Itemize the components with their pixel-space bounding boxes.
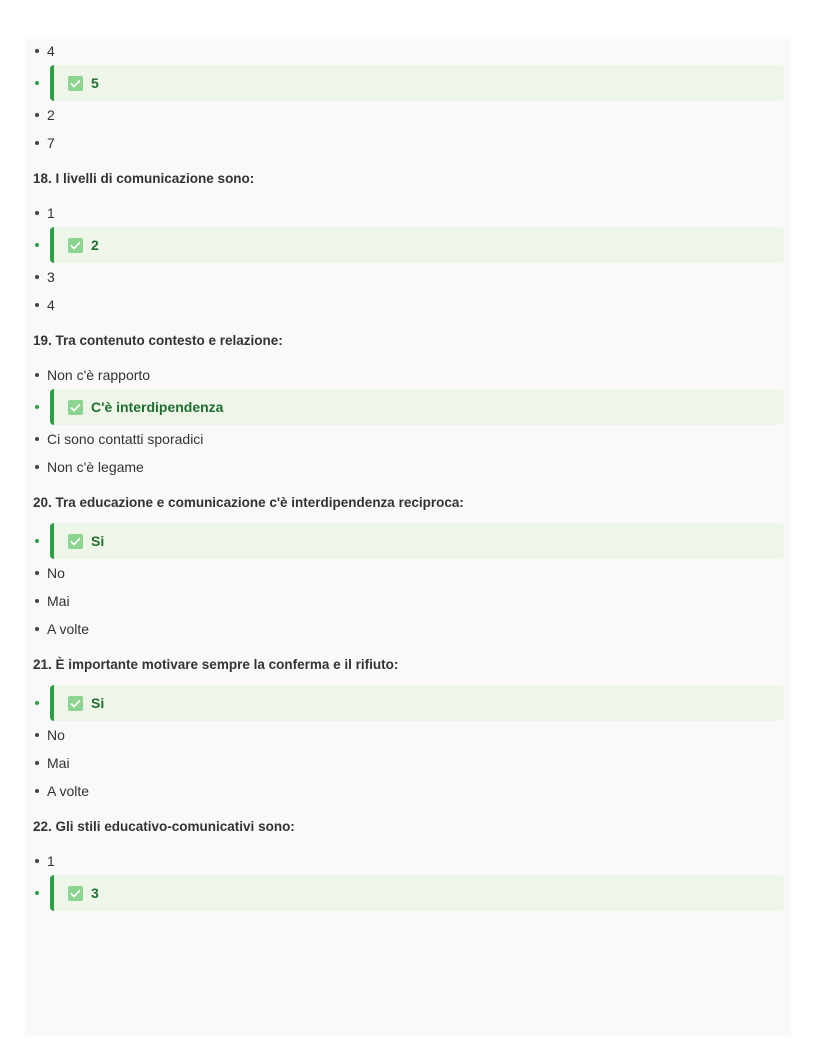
correct-answer-label: 5 (91, 75, 99, 91)
quiz-page (25, 37, 791, 1036)
bullet-icon (35, 701, 39, 705)
answer-item (33, 453, 784, 481)
correct-answer-item (33, 875, 784, 911)
bullet-icon (35, 373, 39, 377)
answer-item (33, 37, 784, 65)
question-title: 21. È importante motivare sempre la conferma e il rifiuto: (33, 657, 399, 672)
answer-list (33, 523, 784, 643)
answer-item (33, 615, 784, 643)
checkbox-check-icon (68, 76, 83, 91)
answer-label: 1 (47, 853, 55, 869)
answer-list (33, 199, 784, 319)
answer-item (33, 199, 784, 227)
answer-label: Non c'è rapporto (47, 367, 151, 383)
correct-answer-item (33, 389, 784, 425)
answer-item (33, 361, 784, 389)
bullet-icon (35, 859, 39, 863)
checkbox-check-icon (68, 534, 83, 549)
answer-label: 3 (47, 269, 55, 285)
correct-answer-item (33, 685, 784, 721)
answer-item (33, 263, 784, 291)
checkbox-check-icon (68, 238, 83, 253)
answer-item (33, 721, 784, 749)
answer-label: Mai (47, 755, 70, 771)
answer-label: 4 (47, 43, 55, 59)
question-block (33, 169, 784, 319)
bullet-icon (35, 243, 39, 247)
correct-answer-box (50, 685, 784, 721)
answer-item (33, 777, 784, 805)
answer-label: A volte (47, 621, 90, 637)
correct-answer-label: Si (91, 695, 105, 711)
question-title: 20. Tra educazione e comunicazione c'è interdipendenza reciproca: (33, 495, 464, 510)
correct-answer-label: 3 (91, 885, 99, 901)
question-title: 19. Tra contenuto contesto e relazione: (33, 333, 283, 348)
answer-item (33, 425, 784, 453)
bullet-icon (35, 275, 39, 279)
bullet-icon (35, 49, 39, 53)
answer-label: Mai (47, 593, 70, 609)
bullet-icon (35, 211, 39, 215)
answer-label: 1 (47, 205, 55, 221)
correct-answer-item (33, 523, 784, 559)
question-block (33, 493, 784, 643)
bullet-icon (35, 761, 39, 765)
bullet-icon (35, 81, 39, 85)
correct-answer-box (50, 227, 784, 263)
bullet-icon (35, 437, 39, 441)
correct-answer-box (50, 523, 784, 559)
answer-list (33, 847, 784, 911)
answer-label: 4 (47, 297, 55, 313)
correct-answer-item (33, 227, 784, 263)
correct-answer-box (50, 875, 784, 911)
checkbox-check-icon (68, 886, 83, 901)
answer-label: Non c'è legame (47, 459, 144, 475)
answer-label: A volte (47, 783, 90, 799)
bullet-icon (35, 465, 39, 469)
bullet-icon (35, 539, 39, 543)
bullet-icon (35, 891, 39, 895)
bullet-icon (35, 405, 39, 409)
answer-item (33, 749, 784, 777)
answer-label: 2 (47, 107, 55, 123)
correct-answer-box (50, 65, 784, 101)
answer-item (33, 101, 784, 129)
question-title: 18. I livelli di comunicazione sono: (33, 171, 255, 186)
answer-item (33, 847, 784, 875)
bullet-icon (35, 571, 39, 575)
answer-list (33, 361, 784, 481)
checkbox-check-icon (68, 400, 83, 415)
bullet-icon (35, 599, 39, 603)
answer-item (33, 559, 784, 587)
answer-label: No (47, 565, 65, 581)
answer-label: No (47, 727, 65, 743)
answer-label: Ci sono contatti sporadici (47, 431, 204, 447)
answer-item (33, 129, 784, 157)
correct-answer-box (50, 389, 784, 425)
answer-label: 7 (47, 135, 55, 151)
bullet-icon (35, 113, 39, 117)
correct-answer-item (33, 65, 784, 101)
bullet-icon (35, 141, 39, 145)
correct-answer-label: Si (91, 533, 105, 549)
correct-answer-label: C'è interdipendenza (91, 399, 224, 415)
answer-item (33, 291, 784, 319)
bullet-icon (35, 789, 39, 793)
question-title: 22. Gli stili educativo-comunicativi sono: (33, 819, 295, 834)
answer-list (33, 37, 784, 157)
question-block (33, 655, 784, 805)
bullet-icon (35, 627, 39, 631)
quiz-content (33, 37, 784, 911)
checkbox-check-icon (68, 696, 83, 711)
bullet-icon (35, 303, 39, 307)
answer-list (33, 685, 784, 805)
correct-answer-label: 2 (91, 237, 99, 253)
question-block (33, 817, 784, 911)
answer-item (33, 587, 784, 615)
bullet-icon (35, 733, 39, 737)
question-block (33, 331, 784, 481)
